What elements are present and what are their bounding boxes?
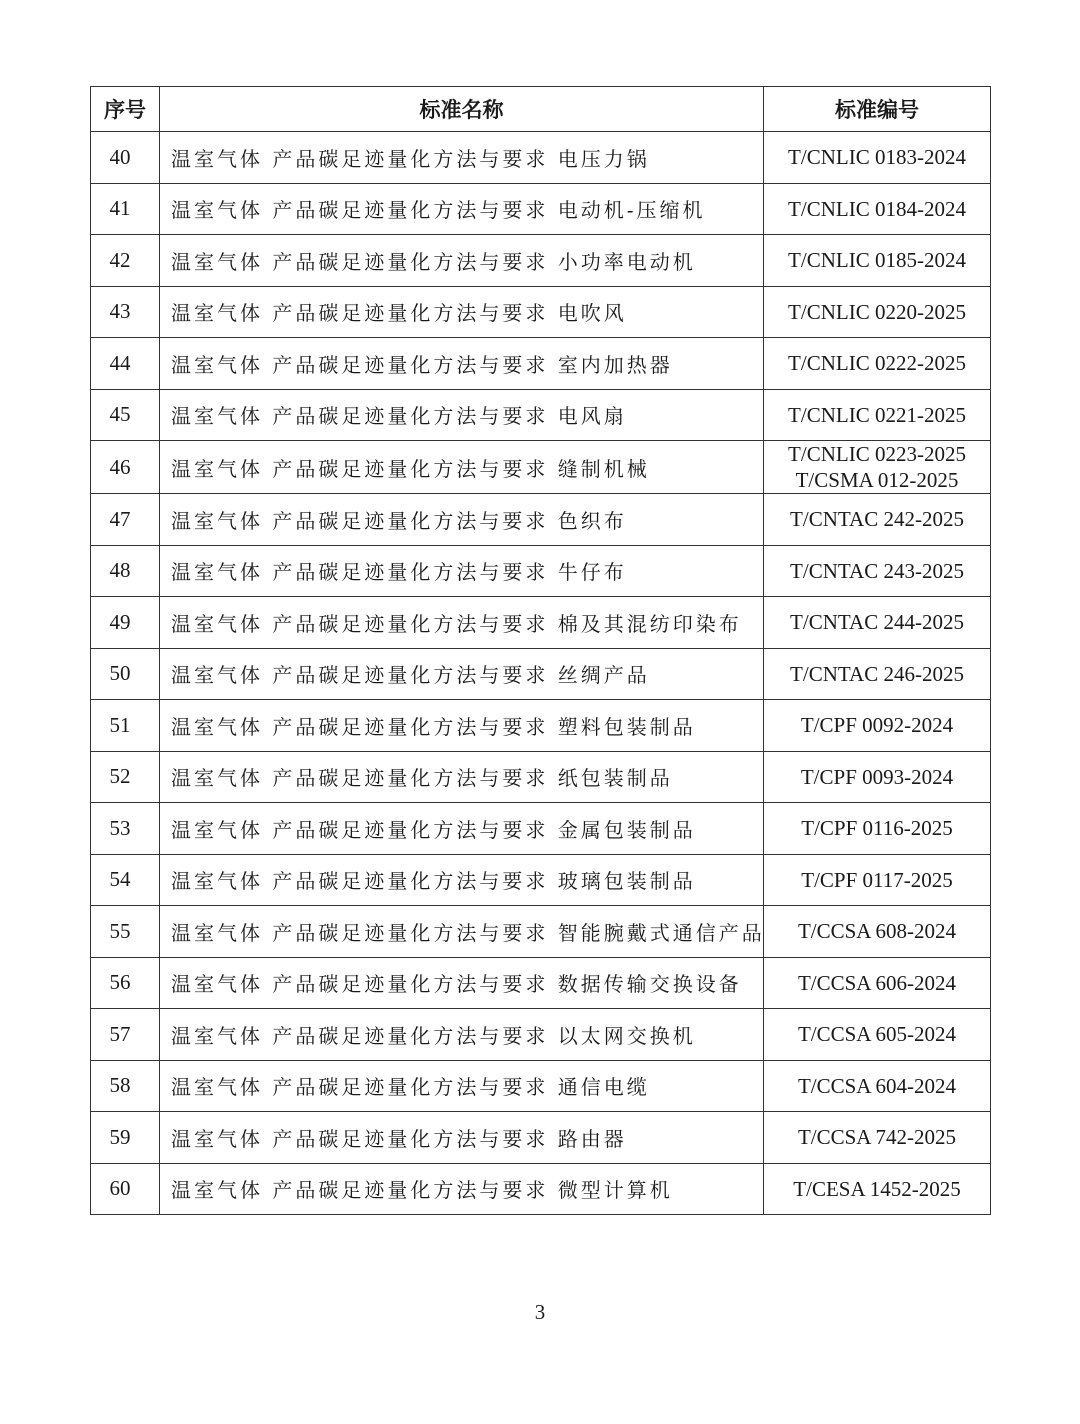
standard-code-line: T/CPF 0092-2024 [800, 713, 954, 738]
row-standard-name: 温室气体 产品碳足迹量化方法与要求 纸包装制品 [160, 751, 764, 803]
table-row [91, 597, 991, 649]
table-row [91, 494, 991, 546]
row-standard-name: 温室气体 产品碳足迹量化方法与要求 小功率电动机 [160, 235, 764, 287]
row-standard-name: 温室气体 产品碳足迹量化方法与要求 以太网交换机 [160, 1009, 764, 1061]
table-row [91, 700, 991, 752]
standard-code-line: T/CNLIC 0221-2025 [788, 402, 966, 427]
row-standard-name: 温室气体 产品碳足迹量化方法与要求 金属包装制品 [160, 803, 764, 855]
row-standard-code [764, 1163, 991, 1215]
row-seq: 48 [91, 545, 160, 597]
row-standard-name: 温室气体 产品碳足迹量化方法与要求 塑料包装制品 [160, 700, 764, 752]
row-standard-code [764, 1060, 991, 1112]
standard-code-line: T/CCSA 605-2024 [797, 1022, 957, 1047]
row-standard-name: 温室气体 产品碳足迹量化方法与要求 电压力锅 [160, 132, 764, 184]
row-standard-code [764, 389, 991, 441]
standard-code-line: T/CNTAC 243-2025 [790, 558, 964, 583]
row-seq: 46 [91, 441, 160, 494]
row-standard-code [764, 494, 991, 546]
table-row [91, 751, 991, 803]
standard-code-line: T/CNLIC 0222-2025 [788, 351, 966, 376]
row-standard-code [764, 751, 991, 803]
standard-code-line: T/CCSA 742-2025 [797, 1125, 957, 1150]
standard-code-line: T/CNTAC 246-2025 [790, 661, 964, 686]
row-standard-name: 温室气体 产品碳足迹量化方法与要求 电风扇 [160, 389, 764, 441]
row-seq: 58 [91, 1060, 160, 1112]
row-standard-name: 温室气体 产品碳足迹量化方法与要求 路由器 [160, 1112, 764, 1164]
row-seq: 47 [91, 494, 160, 546]
row-standard-code [764, 648, 991, 700]
table-row [91, 389, 991, 441]
standard-code-line: T/CCSA 604-2024 [797, 1073, 957, 1098]
standard-code-line: T/CNLIC 0185-2024 [788, 248, 966, 273]
row-seq: 60 [91, 1163, 160, 1215]
standard-code-line: T/CNLIC 0223-2025 [788, 442, 966, 466]
row-seq: 56 [91, 957, 160, 1009]
row-standard-code [764, 286, 991, 338]
table-row [91, 1163, 991, 1215]
standard-code-line: T/CPF 0117-2025 [801, 867, 953, 892]
standard-code-line: T/CCSA 606-2024 [797, 970, 957, 995]
row-seq: 52 [91, 751, 160, 803]
table-row [91, 1112, 991, 1164]
row-standard-name: 温室气体 产品碳足迹量化方法与要求 电吹风 [160, 286, 764, 338]
row-standard-code [764, 957, 991, 1009]
header-name: 标准名称 [160, 87, 764, 132]
standard-code-line: T/CNTAC 242-2025 [790, 507, 964, 532]
standard-code-line: T/CPF 0093-2024 [800, 764, 954, 789]
table-body [91, 132, 991, 1215]
standard-code-line: T/CCSA 608-2024 [797, 919, 957, 944]
row-standard-name: 温室气体 产品碳足迹量化方法与要求 智能腕戴式通信产品 [160, 906, 764, 958]
row-seq: 42 [91, 235, 160, 287]
standard-code-line: T/CSMA 012-2025 [795, 468, 959, 492]
page-number: 3 [534, 1300, 546, 1324]
row-standard-code [764, 803, 991, 855]
table-row [91, 132, 991, 184]
table-row [91, 648, 991, 700]
row-seq: 41 [91, 183, 160, 235]
row-seq: 54 [91, 854, 160, 906]
row-seq: 45 [91, 389, 160, 441]
row-standard-name: 温室气体 产品碳足迹量化方法与要求 微型计算机 [160, 1163, 764, 1215]
table-row [91, 545, 991, 597]
header-code: 标准编号 [764, 87, 991, 132]
row-seq: 40 [91, 132, 160, 184]
row-standard-code [764, 441, 991, 494]
row-seq: 53 [91, 803, 160, 855]
row-standard-name: 温室气体 产品碳足迹量化方法与要求 室内加热器 [160, 338, 764, 390]
row-standard-name: 温室气体 产品碳足迹量化方法与要求 牛仔布 [160, 545, 764, 597]
table-row [91, 338, 991, 390]
row-standard-code [764, 545, 991, 597]
row-standard-code [764, 183, 991, 235]
row-standard-code [764, 906, 991, 958]
row-standard-name: 温室气体 产品碳足迹量化方法与要求 棉及其混纺印染布 [160, 597, 764, 649]
table-row [91, 803, 991, 855]
standard-code-line: T/CNLIC 0220-2025 [788, 299, 966, 324]
row-standard-name: 温室气体 产品碳足迹量化方法与要求 色织布 [160, 494, 764, 546]
standard-code-line: T/CESA 1452-2025 [793, 1176, 961, 1201]
row-standard-code [764, 1112, 991, 1164]
standard-code-line: T/CNLIC 0183-2024 [788, 145, 966, 170]
row-seq: 57 [91, 1009, 160, 1061]
header-seq: 序号 [91, 87, 160, 132]
standards-table [90, 86, 991, 1215]
table-row [91, 1009, 991, 1061]
row-standard-code [764, 700, 991, 752]
standard-code-line: T/CNTAC 244-2025 [790, 610, 964, 635]
row-seq: 50 [91, 648, 160, 700]
row-standard-code [764, 1009, 991, 1061]
row-standard-name: 温室气体 产品碳足迹量化方法与要求 缝制机械 [160, 441, 764, 494]
table-row [91, 441, 991, 494]
row-seq: 43 [91, 286, 160, 338]
row-seq: 44 [91, 338, 160, 390]
standard-code-line: T/CNLIC 0184-2024 [788, 196, 966, 221]
table-row [91, 183, 991, 235]
row-seq: 59 [91, 1112, 160, 1164]
row-seq: 55 [91, 906, 160, 958]
row-standard-name: 温室气体 产品碳足迹量化方法与要求 数据传输交换设备 [160, 957, 764, 1009]
row-standard-code [764, 854, 991, 906]
row-standard-code [764, 597, 991, 649]
row-standard-name: 温室气体 产品碳足迹量化方法与要求 通信电缆 [160, 1060, 764, 1112]
row-standard-name: 温室气体 产品碳足迹量化方法与要求 玻璃包装制品 [160, 854, 764, 906]
table-row [91, 906, 991, 958]
row-seq: 51 [91, 700, 160, 752]
row-standard-name: 温室气体 产品碳足迹量化方法与要求 丝绸产品 [160, 648, 764, 700]
table-header-row [91, 87, 991, 132]
table-row [91, 235, 991, 287]
table-row [91, 1060, 991, 1112]
table-row [91, 957, 991, 1009]
row-standard-code [764, 235, 991, 287]
row-standard-code [764, 338, 991, 390]
row-seq: 49 [91, 597, 160, 649]
table-row [91, 286, 991, 338]
row-standard-code [764, 132, 991, 184]
table-row [91, 854, 991, 906]
standard-code-line: T/CPF 0116-2025 [801, 816, 953, 841]
row-standard-name: 温室气体 产品碳足迹量化方法与要求 电动机-压缩机 [160, 183, 764, 235]
